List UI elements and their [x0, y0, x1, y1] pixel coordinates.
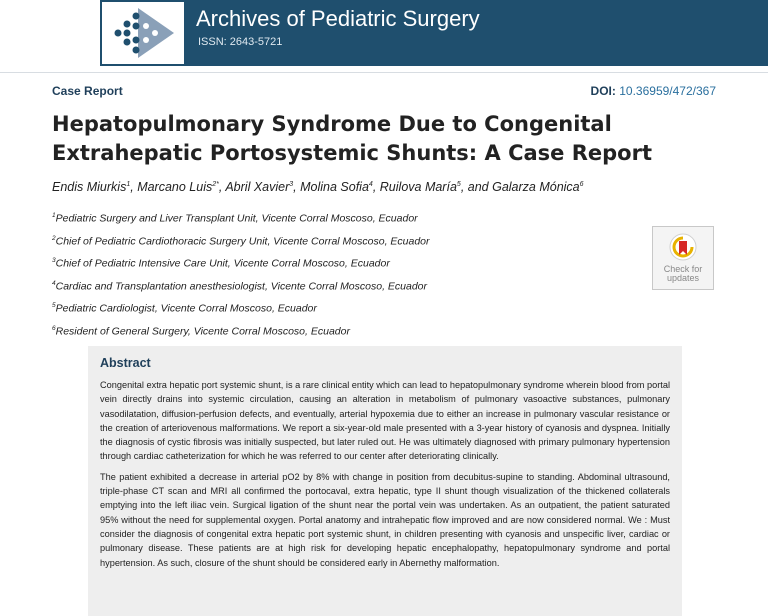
author-affiliation-mark: 3: [289, 180, 294, 188]
doi: [591, 84, 716, 98]
doi-label: DOI:: [590, 84, 616, 98]
journal-logo-icon: [108, 6, 178, 60]
bookmark-check-icon: [669, 233, 697, 261]
author-affiliation-mark: 2*: [212, 180, 219, 188]
author-affiliation-mark: 1: [126, 180, 131, 188]
author-separator: ,: [372, 180, 380, 194]
author-separator: ,: [130, 180, 138, 194]
author-separator: ,: [218, 180, 226, 194]
abstract-paragraph: The patient exhibited a decrease in arterial pO2 by 8% with change in position from decubitus-supine to standing. Abdominal ultrasound, triple-phase CT scan and MRI all confirmed the portocaval, extra hepatic, type II shunt though visualization of the thickened collaterals emptying into the left iliac vein. Surgical ligation of the shunt near the portal vein was undertaken. As an outpatient, the patient saturated 95% without the need for supplemental oxygen. Portal anatomy and intrahepatic flow improved and are now considered normal. We : Must consider the diagnosis of congenital extra hepatic port systemic shunt, in children presenting with cyanosis and unspecific liver, cardiac or pulmonary disease. These patients are at high risk for developing hepatic encephalopathy, hepatopulmonary syndrome and portal hypertension. As such, closure of the shunt should be considered early in Abernethy malformation.: [100, 471, 670, 568]
author-affiliation-mark: 4: [368, 180, 373, 188]
author-list: [52, 180, 732, 194]
article-title-line: Extrahepatic Portosystemic Shunts: A Case Report: [52, 141, 652, 165]
affiliation-text: Resident of General Surgery, Vicente Corral Moscoso, Ecuador: [55, 325, 350, 337]
affiliation-number: 4: [52, 279, 56, 287]
author-affiliation-mark: 6: [579, 180, 584, 188]
affiliation-item: [52, 296, 652, 319]
affiliation-text: Chief of Pediatric Intensive Care Unit, Vicente Corral Moscoso, Ecuador: [55, 257, 390, 270]
article-type: Case Report: [52, 84, 123, 98]
abstract-heading: Abstract: [100, 356, 151, 370]
affiliation-number: 5: [52, 302, 56, 309]
doi-link[interactable]: 10.36959/472/367: [619, 84, 716, 98]
author-name[interactable]: Galarza Mónica: [492, 180, 580, 194]
journal-issn: ISSN: 2643-5721: [198, 36, 283, 48]
abstract-panel: [88, 346, 682, 616]
check-for-updates-label: Check for updates: [663, 264, 703, 283]
affiliation-list: [52, 206, 652, 341]
journal-logo[interactable]: [102, 2, 184, 64]
article-title-line: Hepatopulmonary Syndrome Due to Congenital: [52, 112, 612, 136]
author-name[interactable]: Ruilova María: [379, 180, 457, 194]
affiliation-text: Cardiac and Transplantation anesthesiologist, Vicente Corral Moscoso, Ecuador: [55, 280, 428, 292]
abstract-paragraph: Congenital extra hepatic port systemic shunt, is a rare clinical entity which can lead to hepatopulmonary syndrome wherein blood from portal vein directly drains into systemic circulation, causing an alteration in metabolism of pulmonary vasoactive substances, pulmonary vasodilatation, diffusion-perfusion defects, and eventually, arterial hypoxemia due to either an increase in pulmonary vascular resistance or the creation of arteriovenous malformations. We report a six-year-old male presented with a 3-year history of cyanosis and dyspnea. Initially the diagnosis of cystic fibrosis was initially suspected, but later ruled out. He was ultimately diagnosed with primary pulmonary hypertension through cardiac catheterization for which he was referred to our center after deteriorating clinically.: [100, 380, 670, 462]
author-name[interactable]: Endis Miurkis: [52, 180, 127, 194]
affiliation-item: [52, 229, 652, 252]
check-for-updates-button[interactable]: [652, 226, 714, 290]
affiliation-item: [52, 319, 652, 342]
author-separator: , and: [460, 180, 493, 194]
author-affiliation-mark: 5: [456, 180, 461, 188]
author-name[interactable]: Marcano Luis: [137, 180, 213, 194]
author-name[interactable]: Molina Sofia: [300, 180, 369, 194]
affiliation-number: 3: [52, 257, 56, 264]
affiliation-item: [52, 251, 652, 274]
affiliation-text: Pediatric Surgery and Liver Transplant Unit, Vicente Corral Moscoso, Ecuador: [55, 212, 418, 225]
affiliation-number: 2: [52, 234, 56, 242]
affiliation-text: Pediatric Cardiologist, Vicente Corral Moscoso, Ecuador: [55, 302, 317, 315]
author-name[interactable]: Abril Xavier: [225, 180, 290, 194]
affiliation-item: [52, 206, 652, 229]
abstract-body: [100, 378, 670, 576]
journal-title[interactable]: Archives of Pediatric Surgery: [196, 6, 480, 31]
author-separator: ,: [293, 180, 301, 194]
affiliation-text: Chief of Pediatric Cardiothoracic Surgery Unit, Vicente Corral Moscoso, Ecuador: [55, 235, 430, 247]
affiliation-number: 1: [52, 212, 56, 219]
header-divider: [0, 72, 768, 73]
article-title: [52, 110, 692, 168]
affiliation-number: 6: [52, 324, 56, 332]
affiliation-item: [52, 274, 652, 297]
